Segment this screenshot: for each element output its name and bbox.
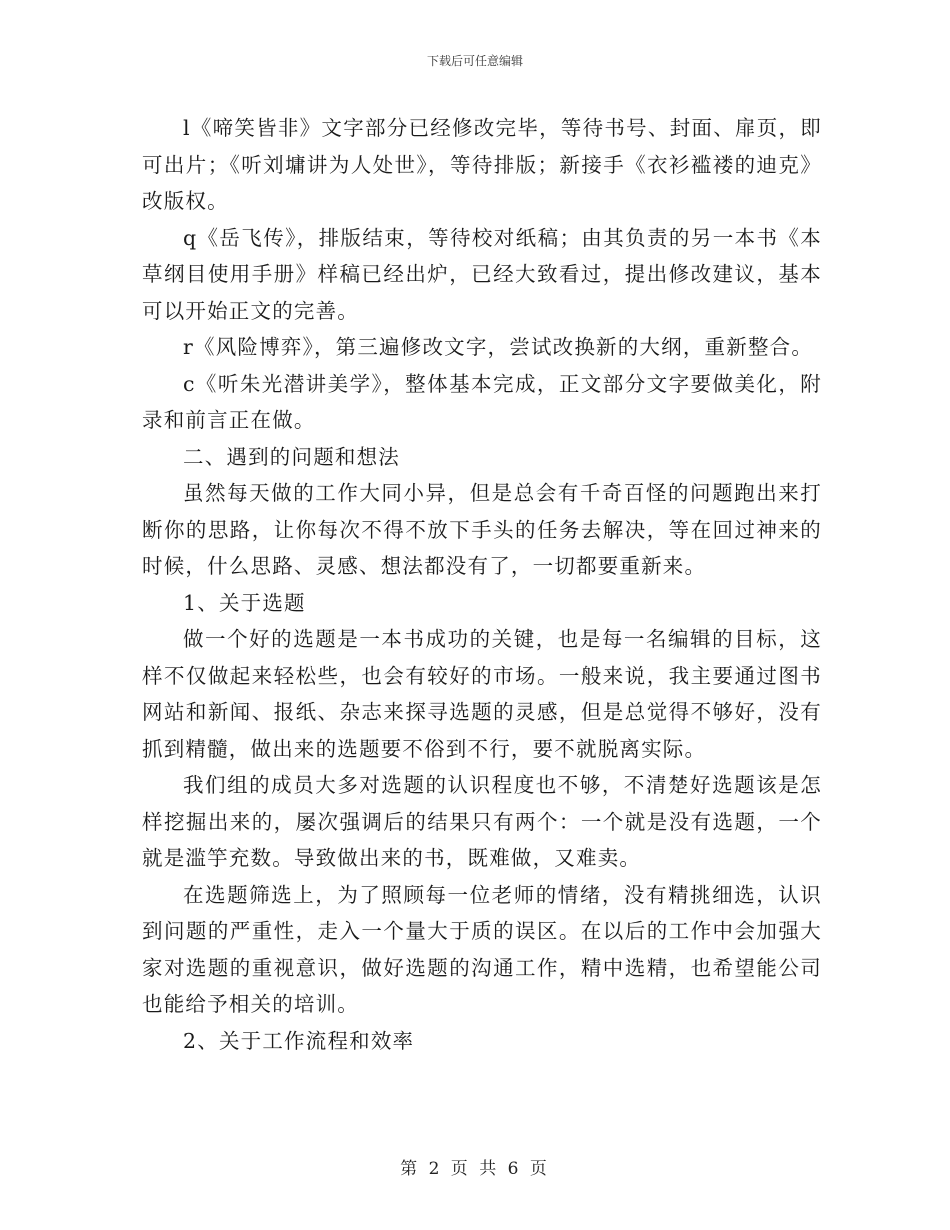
subheading-topic-selection: 1、关于选题: [183, 590, 306, 615]
paragraph-5: 虽然每天做的工作大同小异，但是总会有千奇百怪的问题跑出来打断你的思路，让你每次不得不放下手头的任务去解决，等在回过神来的时候，什么思路、灵感、想法都没有了，一切都要重新来。: [142, 481, 822, 578]
document-body: [142, 110, 822, 1059]
paragraph-1: l《啼笑皆非》文字部分已经修改完毕，等待书号、封面、扉页，即可出片；《听刘墉讲为人处世》，等待排版；新接手《衣衫褴褛的迪克》改版权。: [142, 116, 822, 213]
subheading-workflow-efficiency: 2、关于工作流程和效率: [183, 1028, 415, 1053]
paragraph-3: r《风险博弈》，第三遍修改文字，尝试改换新的大纲，重新整合。: [183, 335, 814, 359]
paragraph-6: 做一个好的选题是一本书成功的关键，也是每一名编辑的目标，这样不仅做起来轻松些，也会有较好的市场。一般来说，我主要通过图书网站和新闻、报纸、杂志来探寻选题的灵感，但是总觉得不够好，没有抓到精髓，做出来的选题要不俗到不行，要不就脱离实际。: [142, 627, 822, 761]
paragraph-8: 在选题筛选上，为了照顾每一位老师的情绪，没有精挑细选，认识到问题的严重性，走入一个量大于质的误区。在以后的工作中会加强大家对选题的重视意识，做好选题的沟通工作，精中选精，也希望能公司也能给予相关的培训。: [142, 882, 822, 1016]
paragraph-2: q《岳飞传》，排版结束，等待校对纸稿；由其负责的另一本书《本草纲目使用手册》样稿已经出炉，已经大致看过，提出修改建议，基本可以开始正文的完善。: [142, 225, 822, 323]
page-header: 下载后可任意编辑: [426, 54, 523, 68]
paragraph-7: 我们组的成员大多对选题的认识程度也不够，不清楚好选题该是怎样挖掘出来的，屡次强调后的结果只有两个：一个就是没有选题，一个就是滥竽充数。导致做出来的书，既难做，又难卖。: [142, 773, 822, 870]
page-footer: 第 2 页 共 6 页: [400, 1159, 550, 1179]
paragraph-4: c《听朱光潜讲美学》，整体基本完成，正文部分文字要做美化，附录和前言正在做。: [142, 371, 822, 432]
section-heading-problems: 二、遇到的问题和想法: [183, 444, 400, 469]
